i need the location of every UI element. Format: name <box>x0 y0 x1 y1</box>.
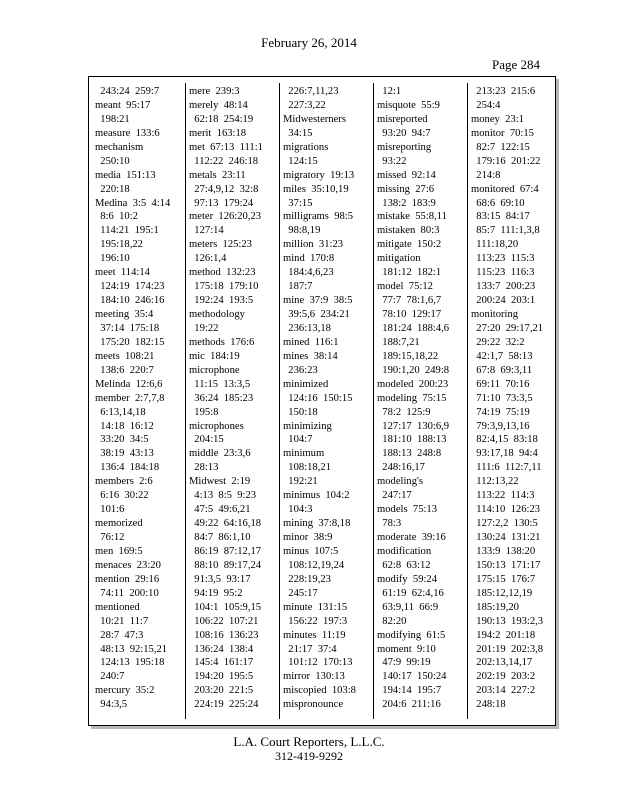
index-entry: 48:13 92:15,21 <box>95 643 168 655</box>
index-entry: 71:10 73:3,5 <box>471 392 533 404</box>
index-entry: 204:15 <box>189 434 224 446</box>
index-entry: 202:19 203:2 <box>471 671 536 683</box>
index-entry: 126:1,4 <box>189 253 227 265</box>
index-entry: 240:7 <box>95 671 125 683</box>
index-entry: minimus 104:2 <box>283 490 350 502</box>
index-entry: memorized <box>95 518 143 530</box>
index-entry: middle 23:3,6 <box>189 448 251 460</box>
index-entry: 138:6 220:7 <box>95 364 154 376</box>
index-entry: 226:7,11,23 <box>283 86 339 97</box>
index-entry: microphones <box>189 420 244 432</box>
index-entry: members 2:6 <box>95 476 153 488</box>
index-entry: mic 184:19 <box>189 350 240 362</box>
index-entry: 195:8 <box>189 406 219 418</box>
index-entry: 6:13,14,18 <box>95 406 146 418</box>
index-entry: 136:4 184:18 <box>95 462 160 474</box>
index-entry: 187:7 <box>283 281 313 293</box>
index-entry: 214:8 <box>471 169 501 181</box>
index-entry: 14:18 16:12 <box>95 420 154 432</box>
column-divider <box>185 83 186 719</box>
index-entry: 63:9,11 66:9 <box>377 601 439 613</box>
index-entry: 104:7 <box>283 434 313 446</box>
index-entry: 91:3,5 93:17 <box>189 573 251 585</box>
index-entry: modify 59:24 <box>377 573 438 585</box>
index-entry: 228:19,23 <box>283 573 331 585</box>
index-entry: merit 163:18 <box>189 127 247 139</box>
index-entry: modeling's <box>377 476 424 488</box>
index-entry: 78:10 129:17 <box>377 309 442 320</box>
index-entry: 115:23 116:3 <box>471 267 535 279</box>
index-entry: mined 116:1 <box>283 336 339 348</box>
index-entry: 94:19 95:2 <box>189 587 243 599</box>
index-entry: mine 37:9 38:5 <box>283 295 353 307</box>
index-entry: microphone <box>189 364 240 376</box>
index-entry: 179:16 201:22 <box>471 155 541 167</box>
index-entry: meets 108:21 <box>95 350 155 362</box>
index-entry: mines 38:14 <box>283 350 338 362</box>
index-entry: 93:17,18 94:4 <box>471 448 538 460</box>
index-entry: 192:21 <box>283 476 318 488</box>
footer-phone: 312-419-9292 <box>275 749 343 763</box>
index-entry: 69:11 70:16 <box>471 378 530 390</box>
index-entry: 224:19 225:24 <box>189 699 259 711</box>
index-entry: 245:17 <box>283 587 318 599</box>
index-entry: meant 95:17 <box>95 99 151 111</box>
index-entry: 28:13 <box>189 462 219 474</box>
index-entry: 94:3,5 <box>95 699 128 711</box>
index-entry: 12:1 <box>377 86 402 97</box>
index-entry: 213:23 215:6 <box>471 86 536 97</box>
index-entry: 88:10 89:17,24 <box>189 559 262 571</box>
index-entry: miscopied 103:8 <box>283 685 356 697</box>
index-entry: 37:15 <box>283 197 313 209</box>
index-entry: 101:12 170:13 <box>283 657 353 669</box>
index-entry: 104:3 <box>283 504 313 516</box>
index-entry: mistaken 80:3 <box>377 225 440 237</box>
index-entry: 21:17 37:4 <box>283 643 337 655</box>
index-entry: 82:7 122:15 <box>471 141 530 153</box>
index-entry: 39:5,6 234:21 <box>283 309 350 320</box>
index-entry: monitored 67:4 <box>471 183 539 195</box>
index-entry: 140:17 150:24 <box>377 671 447 683</box>
index-entry: 203:14 227:2 <box>471 685 536 697</box>
index-entry: 112:13,22 <box>471 476 519 488</box>
index-entry: 34:15 <box>283 127 313 139</box>
index-entry: million 31:23 <box>283 239 344 251</box>
index-entry: 150:18 <box>283 406 318 418</box>
index-entry: mitigation <box>377 253 421 265</box>
index-entry: minor 38:9 <box>283 532 333 543</box>
index-entry: 150:13 171:17 <box>471 559 541 571</box>
index-entry: 108:12,19,24 <box>283 559 345 571</box>
index-entry: mention 29:16 <box>95 573 160 585</box>
index-entry: 106:22 107:21 <box>189 615 259 627</box>
index-entry: mitigate 150:2 <box>377 239 442 251</box>
index-entry: Medina 3:5 4:14 <box>95 197 171 209</box>
index-entry: Midwesterners <box>283 113 346 125</box>
index-entry: misquote 55:9 <box>377 99 440 111</box>
index-entry: 227:3,22 <box>283 99 326 111</box>
index-entry: 203:20 221:5 <box>189 685 254 697</box>
index-entry: 47:5 49:6,21 <box>189 504 251 516</box>
index-entry: 127:14 <box>189 225 224 237</box>
index-entry: meeting 35:4 <box>95 309 154 320</box>
index-entry: 133:9 138:20 <box>471 545 536 557</box>
index-entry: methodology <box>189 309 245 320</box>
index-entry: 181:10 188:13 <box>377 434 447 446</box>
index-entry: 8:6 10:2 <box>95 211 138 223</box>
index-entry: 93:20 94:7 <box>377 127 431 139</box>
index-entry: 188:13 248:8 <box>377 448 442 460</box>
index-entry: 93:22 <box>377 155 407 167</box>
index-entry: misreported <box>377 113 428 125</box>
page-number: Page 284 <box>492 57 541 72</box>
index-entry: 198:21 <box>95 113 130 125</box>
index-entry: minute 131:15 <box>283 601 348 613</box>
index-entry: 124:13 195:18 <box>95 657 165 669</box>
index-entry: 62:8 63:12 <box>377 559 431 571</box>
index-entry: 185:19,20 <box>471 601 519 613</box>
column-divider <box>373 83 374 719</box>
index-entry: 190:13 193:2,3 <box>471 615 544 627</box>
index-entry: modification <box>377 545 432 557</box>
index-entry: modeling 75:15 <box>377 392 447 404</box>
index-entry: 37:14 175:18 <box>95 322 160 334</box>
index-entry: 47:9 99:19 <box>377 657 431 669</box>
index-entry: 82:20 <box>377 615 407 627</box>
index-entry: 78:3 <box>377 518 402 530</box>
index-entry: 108:18,21 <box>283 462 331 474</box>
index-entry: Midwest 2:19 <box>189 476 251 488</box>
index-entry: 29:22 32:2 <box>471 336 525 348</box>
index-entry: 200:24 203:1 <box>471 295 536 307</box>
index-entry: 4:13 8:5 9:23 <box>189 490 257 502</box>
index-entry: 98:8,19 <box>283 225 321 237</box>
index-column-5 <box>471 85 559 719</box>
index-entry: 78:2 125:9 <box>377 406 431 418</box>
index-entry: 124:16 150:15 <box>283 392 353 404</box>
index-entry: 74:19 75:19 <box>471 406 530 418</box>
index-entry: 236:23 <box>283 364 318 376</box>
index-entry: missed 92:14 <box>377 169 436 181</box>
index-entry: mentioned <box>95 601 140 613</box>
index-entry: misreporting <box>377 141 432 153</box>
index-entry: menaces 23:20 <box>95 559 161 571</box>
index-entry: meters 125:23 <box>189 239 252 251</box>
index-entry: 190:1,20 249:8 <box>377 364 450 376</box>
index-entry: Melinda 12:6,6 <box>95 378 163 390</box>
index-entry: 68:6 69:10 <box>471 197 525 209</box>
index-entry: 133:7 200:23 <box>471 281 536 293</box>
index-entry: 248:18 <box>471 699 506 711</box>
index-entry: 79:3,9,13,16 <box>471 420 530 432</box>
index-entry: model 75:12 <box>377 281 433 293</box>
index-entry: 86:19 87:12,17 <box>189 545 262 557</box>
index-entry: mining 37:8,18 <box>283 518 351 530</box>
index-entry: 247:17 <box>377 490 412 502</box>
index-entry: 175:15 176:7 <box>471 573 536 585</box>
column-divider <box>279 83 280 719</box>
index-entry: 10:21 11:7 <box>95 615 149 627</box>
index-entry: 189:15,18,22 <box>377 350 439 362</box>
index-column-3 <box>283 85 371 719</box>
index-entry: monitoring <box>471 309 519 320</box>
index-entry: 236:13,18 <box>283 322 331 334</box>
index-entry: 49:22 64:16,18 <box>189 518 262 530</box>
index-entry: 127:2,2 130:5 <box>471 518 538 530</box>
index-entry: minimum <box>283 448 325 460</box>
index-entry: mistake 55:8,11 <box>377 211 447 223</box>
footer-company: L.A. Court Reporters, L.L.C. <box>233 734 385 749</box>
index-entry: methods 176:6 <box>189 336 255 348</box>
index-column-4 <box>377 85 465 719</box>
index-entry: 62:18 254:19 <box>189 113 254 125</box>
index-entry: 76:12 <box>95 532 125 543</box>
index-entry: metals 23:11 <box>189 169 246 181</box>
index-entry: 181:12 182:1 <box>377 267 442 279</box>
index-entry: 204:6 211:16 <box>377 699 441 711</box>
index-entry: 254:4 <box>471 99 501 111</box>
index-entry: 194:2 201:18 <box>471 629 536 641</box>
index-entry: 145:4 161:17 <box>189 657 254 669</box>
index-entry: 184:4,6,23 <box>283 267 334 279</box>
index-entry: 156:22 197:3 <box>283 615 348 627</box>
index-entry: 196:10 <box>95 253 130 265</box>
index-entry: mere 239:3 <box>189 86 240 97</box>
index-entry: 250:10 <box>95 155 130 167</box>
index-entry: 184:10 246:16 <box>95 295 165 307</box>
index-entry: 201:19 202:3,8 <box>471 643 544 655</box>
index-entry: miles 35:10,19 <box>283 183 349 195</box>
index-entry: meter 126:20,23 <box>189 211 262 223</box>
index-entry: 124:15 <box>283 155 318 167</box>
index-entry: 111:18,20 <box>471 239 519 251</box>
index-entry: measure 133:6 <box>95 127 160 139</box>
index-entry: 185:12,12,19 <box>471 587 533 599</box>
index-entry: 101:6 <box>95 504 125 516</box>
index-entry: 127:17 130:6,9 <box>377 420 450 432</box>
index-entry: 27:4,9,12 32:8 <box>189 183 259 195</box>
index-entry: met 67:13 111:1 <box>189 141 263 153</box>
index-entry: modeled 200:23 <box>377 378 449 390</box>
index-entry: moment 9:10 <box>377 643 436 655</box>
index-entry: 202:13,14,17 <box>471 657 533 669</box>
index-entry: mercury 35:2 <box>95 685 155 697</box>
index-entry: milligrams 98:5 <box>283 211 354 223</box>
index-entry: merely 48:14 <box>189 99 248 111</box>
index-column-2 <box>189 85 277 719</box>
index-entry: minus 107:5 <box>283 545 339 557</box>
index-entry: 114:21 195:1 <box>95 225 159 237</box>
index-entry: 130:24 131:21 <box>471 532 541 543</box>
index-entry: missing 27:6 <box>377 183 435 195</box>
index-entry: 85:7 111:1,3,8 <box>471 225 540 237</box>
index-entry: 104:1 105:9,15 <box>189 601 262 613</box>
index-entry: 36:24 185:23 <box>189 392 254 404</box>
index-entry: 175:18 179:10 <box>189 281 259 293</box>
page-date: February 26, 2014 <box>261 35 357 50</box>
index-entry: migrations <box>283 141 329 153</box>
index-entry: 188:7,21 <box>377 336 420 348</box>
index-entry: models 75:13 <box>377 504 438 516</box>
index-entry: 28:7 47:3 <box>95 629 144 641</box>
index-entry: 220:18 <box>95 183 130 195</box>
index-entry: 181:24 188:4,6 <box>377 322 450 334</box>
index-entry: 83:15 84:17 <box>471 211 530 223</box>
index-entry: mind 170:8 <box>283 253 335 265</box>
index-entry: 248:16,17 <box>377 462 425 474</box>
index-entry: 84:7 86:1,10 <box>189 532 251 543</box>
index-entry: money 23:1 <box>471 113 524 125</box>
index-entry: 194:14 195:7 <box>377 685 442 697</box>
index-entry: 97:13 179:24 <box>189 197 254 209</box>
index-entry: 38:19 43:13 <box>95 448 154 460</box>
index-entry: media 151:13 <box>95 169 156 181</box>
index-entry: minimized <box>283 378 329 390</box>
index-frame <box>88 76 556 726</box>
index-entry: 113:23 115:3 <box>471 253 535 265</box>
index-entry: 67:8 69:3,11 <box>471 364 533 376</box>
index-entry: member 2:7,7,8 <box>95 392 165 404</box>
index-entry: 11:15 13:3,5 <box>189 378 251 390</box>
index-entry: 33:20 34:5 <box>95 434 149 446</box>
index-entry: 192:24 193:5 <box>189 295 254 307</box>
index-entry: 111:6 112:7,11 <box>471 462 542 474</box>
index-entry: 61:19 62:4,16 <box>377 587 444 599</box>
index-entry: mechanism <box>95 141 144 153</box>
index-entry: men 169:5 <box>95 545 143 557</box>
index-entry: 175:20 182:15 <box>95 336 165 348</box>
index-entry: minutes 11:19 <box>283 629 346 641</box>
index-entry: 195:18,22 <box>95 239 143 251</box>
index-column-1 <box>95 85 183 719</box>
index-entry: mispronounce <box>283 699 344 711</box>
index-entry: 77:7 78:1,6,7 <box>377 295 442 307</box>
index-entry: 136:24 138:4 <box>189 643 254 655</box>
index-entry: 194:20 195:5 <box>189 671 254 683</box>
index-entry: 138:2 183:9 <box>377 197 436 209</box>
index-entry: 113:22 114:3 <box>471 490 535 502</box>
index-entry: method 132:23 <box>189 267 256 279</box>
index-entry: moderate 39:16 <box>377 532 446 543</box>
index-entry: modifying 61:5 <box>377 629 446 641</box>
index-entry: 6:16 30:22 <box>95 490 149 502</box>
index-entry: 108:16 136:23 <box>189 629 259 641</box>
index-entry: 19:22 <box>189 322 219 334</box>
index-entry: 114:10 126:23 <box>471 504 541 516</box>
index-entry: 27:20 29:17,21 <box>471 322 544 334</box>
index-entry: minimizing <box>283 420 332 432</box>
index-entry: 42:1,7 58:13 <box>471 350 533 362</box>
index-entry: 82:4,15 83:18 <box>471 434 538 446</box>
index-entry: 74:11 200:10 <box>95 587 159 599</box>
index-entry: 243:24 259:7 <box>95 86 160 97</box>
index-entry: 112:22 246:18 <box>189 155 259 167</box>
index-entry: 124:19 174:23 <box>95 281 165 293</box>
index-entry: mirror 130:13 <box>283 671 345 683</box>
index-entry: meet 114:14 <box>95 267 150 279</box>
index-entry: monitor 70:15 <box>471 127 534 139</box>
column-divider <box>467 83 468 719</box>
index-entry: migratory 19:13 <box>283 169 355 181</box>
